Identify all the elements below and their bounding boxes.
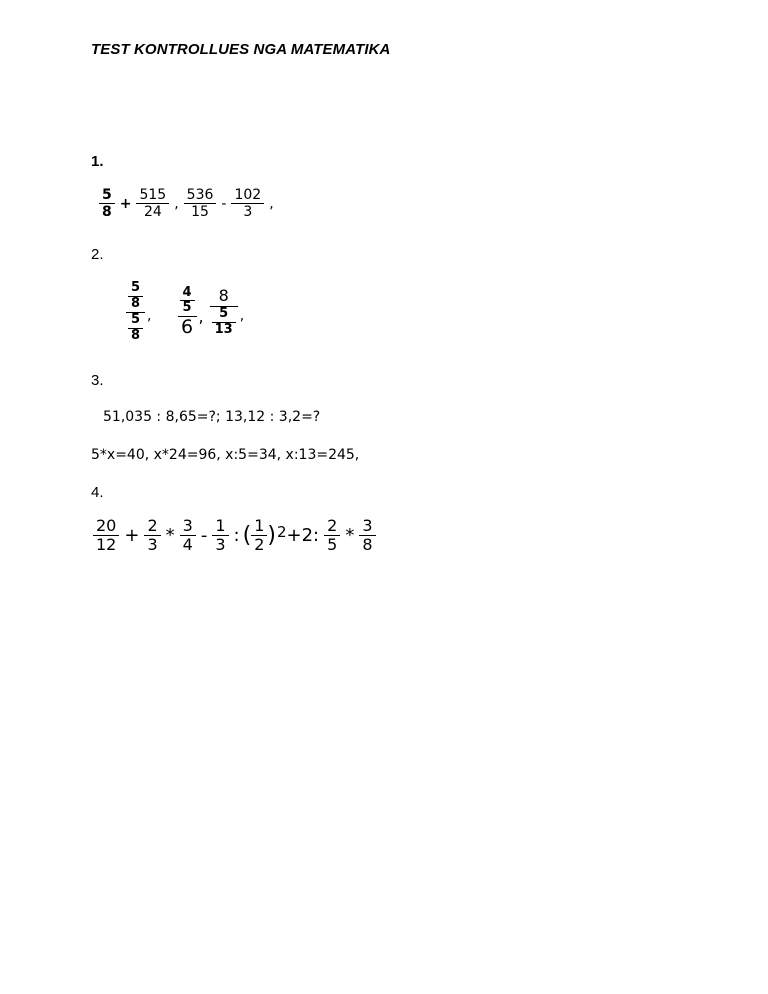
fraction (212, 307, 236, 338)
compound-fraction (126, 281, 145, 344)
numerator: 8 (218, 286, 229, 306)
denominator: 4 (182, 535, 193, 555)
question-4-label: 4. (91, 484, 104, 501)
denominator: 6 (180, 316, 194, 339)
plus-sign: + (124, 525, 140, 547)
fraction (212, 517, 228, 555)
question-3-label: 3. (91, 372, 104, 389)
denominator: 5 (182, 300, 192, 316)
numerator: 102 (234, 187, 262, 203)
denominator: 12 (96, 535, 117, 555)
right-parenthesis: ) (267, 522, 276, 548)
fraction (136, 187, 169, 220)
minus-sign: - (200, 525, 208, 547)
comma: , (147, 308, 152, 325)
numerator: 3 (362, 516, 373, 535)
comma: , (174, 195, 179, 212)
denominator: 15 (191, 204, 209, 221)
denominator: 3 (147, 535, 158, 555)
plus-sign: + (119, 195, 132, 212)
denominator: 24 (143, 204, 162, 221)
fraction (324, 517, 340, 555)
numerator: 1 (215, 516, 226, 535)
comma: , (198, 306, 204, 326)
numerator: 5 (131, 280, 141, 295)
compound-fraction (178, 286, 197, 340)
numerator: 5 (131, 311, 141, 327)
numerator: 2 (147, 516, 158, 535)
numerator: 5 (102, 187, 112, 203)
denominator: 3 (215, 535, 226, 555)
question-3-line-1: 51,035 : 8,65=?; 13,12 : 3,2=? (103, 409, 321, 425)
numerator: 4 (182, 284, 192, 300)
minus-sign: - (221, 195, 227, 212)
question-1-expression (97, 187, 277, 220)
denominator: 13 (214, 321, 233, 337)
denominator: 2 (254, 535, 265, 555)
question-3-line-2: 5*x=40, x*24=96, x:5=34, x:13=245, (91, 447, 360, 463)
denominator: 8 (362, 535, 373, 555)
denominator: 8 (102, 204, 112, 221)
denominator: 3 (243, 204, 253, 221)
fraction (99, 187, 115, 220)
denominator: 5 (327, 535, 338, 555)
multiply-sign: * (165, 525, 175, 547)
fraction (144, 517, 160, 555)
fraction (359, 517, 375, 555)
fraction (128, 281, 143, 312)
compound-fraction (210, 287, 238, 337)
numerator: 3 (182, 516, 193, 535)
exponent: 2 (276, 522, 287, 541)
plus-two-division: +2: (286, 525, 320, 547)
fraction (128, 313, 143, 344)
document-title: TEST KONTROLLUES NGA MATEMATIKA (91, 41, 391, 58)
numerator: 2 (327, 516, 338, 535)
denominator: 8 (131, 295, 141, 311)
question-4-expression (91, 517, 378, 555)
division-colon: : (233, 525, 240, 547)
fraction (184, 187, 217, 220)
left-parenthesis: ( (242, 522, 252, 548)
numerator: 536 (186, 187, 214, 203)
numerator: 1 (254, 516, 265, 535)
fraction (93, 517, 119, 555)
question-2-label: 2. (91, 246, 104, 263)
fraction (180, 286, 195, 317)
fraction (231, 187, 264, 220)
question-2-expression (124, 281, 244, 344)
numerator: 20 (96, 516, 117, 535)
question-1-label: 1. (91, 153, 104, 170)
denominator: 8 (131, 327, 141, 343)
comma: , (269, 195, 274, 212)
fraction (251, 517, 267, 555)
numerator: 5 (219, 305, 229, 321)
numerator: 515 (139, 187, 167, 203)
multiply-sign: * (345, 525, 355, 547)
comma: , (239, 308, 245, 325)
fraction (180, 517, 196, 555)
